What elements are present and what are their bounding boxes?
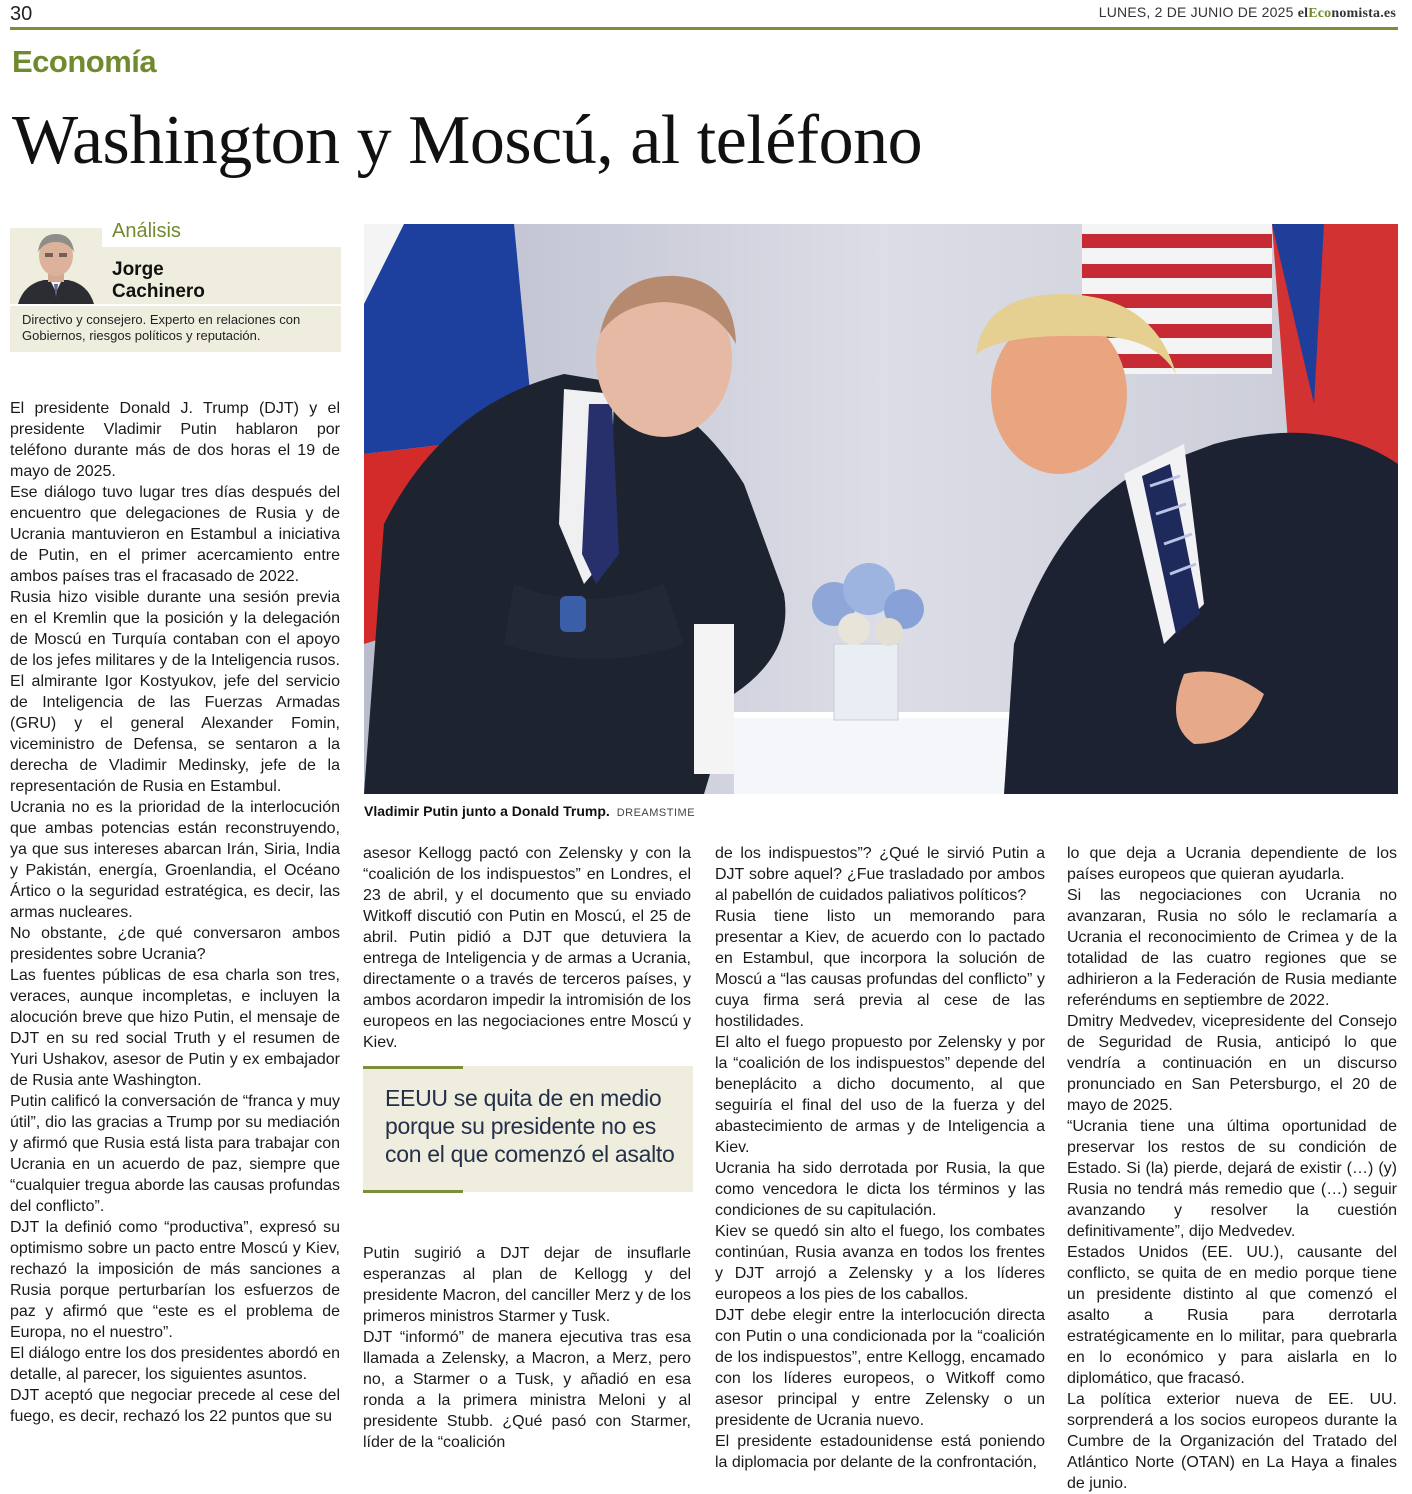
paragraph: Ucrania ha sido derrotada por Rusia, la que como vencedora le dicta los términos y las condiciones de su capitulación.: [715, 1160, 1045, 1219]
paragraph: Rusia tiene listo un memorando para presentar a Kiev, de acuerdo con lo pactado en Estambul, que incorpora la solución de Moscú a “las causas profundas del conflicto” y cuya firma será previa al cese de las hostilidades.: [715, 908, 1045, 1030]
paragraph: El alto el fuego propuesto por Zelensky y por la “coalición de los indispuestos” depende del beneplácito a dicho documento, al que seguiría el final del uso de la fuerza y del abastecimiento de armas y de Inteligencia a Kiev.: [715, 1034, 1045, 1156]
article-column-2-top: [363, 843, 691, 1053]
paragraph: “Ucrania tiene una última oportunidad de preservar los restos de su condición de Estado. Si (la) pierde, dejará de existir (…) (y) Rusia no tendrá más remedio que (…) seguir avanzando y resolver la cuestión definitivamente”, dijo Medvedev.: [1067, 1118, 1397, 1240]
pull-quote: [363, 1066, 693, 1192]
issue-date: LUNES, 2 DE JUNIO DE 2025: [1098, 4, 1294, 20]
headline: Washington y Moscú, al teléfono: [12, 102, 923, 179]
paragraph: Kiev se quedó sin alto el fuego, los combates continúan, Rusia avanza en todos los frentes y DJT arrojó a Zelensky y a los líderes europeos a los pies de los caballos.: [715, 1223, 1045, 1303]
author-kicker: Análisis: [112, 220, 181, 242]
photo-caption: [364, 803, 695, 819]
photo-credit: DREAMSTIME: [616, 807, 696, 819]
article-column-3: [715, 843, 1045, 1473]
paragraph: DJT aceptó que negociar precede al cese del fuego, es decir, rechazó los 22 puntos que su: [10, 1387, 340, 1425]
pull-quote-rule-bottom: [363, 1190, 463, 1193]
page-number: 30: [10, 3, 33, 25]
paragraph: La política exterior nueva de EE. UU. sorprenderá a los socios europeos durante la Cumbre de la Organización del Tratado del Atlántico Norte (OTAN) en La Haya a finales de junio.: [1067, 1391, 1397, 1492]
avatar: [10, 228, 102, 304]
header-rule: [10, 27, 1398, 30]
paragraph: Estados Unidos (EE. UU.), causante del conflicto, se quita de en medio porque tiene un presidente distinto al que comenzó el asalto a Rusia para derrotarla estratégicamente en lo militar, para quebrarla en lo económico y para aislarla en lo diplomático, que fracasó.: [1067, 1244, 1397, 1387]
section-title: Economía: [12, 44, 157, 79]
paragraph: No obstante, ¿de qué conversaron ambos presidentes sobre Ucrania?: [10, 925, 340, 963]
article-column-4: [1067, 843, 1397, 1494]
pull-quote-rule-top: [363, 1066, 463, 1069]
dateline: [1099, 4, 1396, 22]
paragraph: DJT “informó” de manera ejecutiva tras esa llamada a Zelensky, a Macron, a Merz, pero no, a Starmer o a Tusk, y añadió en esa ronda a la primera ministra Meloni y al presidente Stubb. ¿Qué pasó con Starmer, líder de la “coalición: [363, 1329, 691, 1451]
author-box: [10, 220, 341, 352]
article-column-1: [10, 398, 340, 1427]
paragraph: asesor Kellogg pactó con Zelensky y con la “coalición de los indispuestos” en Londres, el 23 de abril, y el documento que su enviado Witkoff discutió con Putin en Moscú, el 25 de abril. Putin pidió a DJT que detuviera la entrega de Inteligencia y de armas a Ucrania, directamente o a través de terceros países, y ambos acordaron impedir la intromisión de los europeos en las negociaciones entre Moscú y Kiev.: [363, 845, 691, 1051]
paragraph: de los indispuestos”? ¿Qué le sirvió Putin a DJT sobre aquel? ¿Fue trasladado por ambos al pabellón de cuidados paliativos políticos?: [715, 845, 1045, 904]
paragraph: El diálogo entre los dos presidentes abordó en detalle, al parecer, los siguientes asuntos.: [10, 1345, 340, 1383]
paragraph: El presidente estadounidense está poniendo la diplomacia por delante de la confrontación,: [715, 1433, 1045, 1471]
paragraph: Si las negociaciones con Ucrania no avanzaran, Rusia no sólo le reclamaría a Ucrania el reconocimiento de Crimea y de la totalidad de las cuatro regiones que se adhirieron a la Federación de Rusia mediante referéndums en septiembre de 2022.: [1067, 887, 1397, 1009]
paragraph: Las fuentes públicas de esa charla son tres, veraces, aunque incompletas, e incluyen la alocución breve que hizo Putin, el mensaje de DJT en su red social Truth y el resumen de Yuri Ushakov, asesor de Putin y ex embajador de Rusia ante Washington.: [10, 967, 340, 1089]
article-photo: [364, 224, 1398, 794]
paragraph: DJT debe elegir entre la interlocución directa con Putin o una condicionada por la “coalición de los indispuestos”, entre Kellogg, encamado con los líderes europeos, o Witkoff como asesor principal y entre Zelensky o un presidente de Ucrania nuevo.: [715, 1307, 1045, 1429]
author-separator: [10, 304, 341, 306]
paragraph: Putin calificó la conversación de “franca y muy útil”, dio las gracias a Trump por su mediación y afirmó que Rusia está lista para trabajar con Ucrania en un acuerdo de paz, siempre que “cualquier tregua aborde las causas profundas del conflicto”.: [10, 1093, 340, 1215]
author-bio: Directivo y consejero. Experto en relaciones con Gobiernos, riesgos políticos y reputación.: [10, 307, 341, 352]
paragraph: lo que deja a Ucrania dependiente de los países europeos que quieran ayudarla.: [1067, 845, 1397, 883]
page-header: [0, 0, 1412, 30]
caption-text: Vladimir Putin junto a Donald Trump.: [364, 803, 610, 819]
article-column-2-bottom: [363, 1243, 691, 1453]
paragraph: DJT la definió como “productiva”, expresó su optimismo sobre un pacto entre Moscú y Kiev, rechazó la imposición de más sanciones a Rusia porque perturbarían los esfuerzos de paz y afirmó que “este es el problema de Europa, no el nuestro”.: [10, 1219, 340, 1341]
brand-logo: elEconomista.es: [1297, 6, 1396, 21]
author-name: Jorge Cachinero: [112, 259, 205, 302]
paragraph: Rusia hizo visible durante una sesión previa en el Kremlin que la posición y la delegación de Moscú en Turquía contaban con el apoyo de los jefes militares y de la Inteligencia rusos. El almirante Igor Kostyukov, jefe del servicio de Inteligencia de las Fuerzas Armadas (GRU) y el general Alexander Fomin, viceministro de Defensa, se sentaron a la derecha de Vladimir Medinsky, jefe de la representación de Rusia en Estambul.: [10, 589, 340, 795]
paragraph: Ese diálogo tuvo lugar tres días después del encuentro que delegaciones de Rusia y de Ucrania mantuvieron en Estambul a iniciativa de Putin, en el primer acercamiento entre ambos países tras el fracasado de 2022.: [10, 484, 340, 585]
paragraph: El presidente Donald J. Trump (DJT) y el presidente Vladimir Putin hablaron por teléfono durante más de dos horas el 19 de mayo de 2025.: [10, 400, 340, 480]
paragraph: Dmitry Medvedev, vicepresidente del Consejo de Seguridad de Rusia, anticipó lo que vendría a continuación en un discurso pronunciado en San Petersburgo, el 20 de mayo de 2025.: [1067, 1013, 1397, 1114]
paragraph: Putin sugirió a DJT dejar de insuflarle esperanzas al plan de Kellogg y del presidente Macron, del canciller Merz y de los primeros ministros Starmer y Tusk.: [363, 1245, 691, 1325]
paragraph: Ucrania no es la prioridad de la interlocución que ambas potencias están reconstruyendo, ya que sus intereses abarcan Irán, Siria, India y Pakistán, energía, Groenlandia, el Océano Ártico o la seguridad estratégica, es decir, las armas nucleares.: [10, 799, 340, 921]
pull-quote-text: EEUU se quita de en medio porque su presidente no es con el que comenzó el asalto: [385, 1085, 675, 1167]
